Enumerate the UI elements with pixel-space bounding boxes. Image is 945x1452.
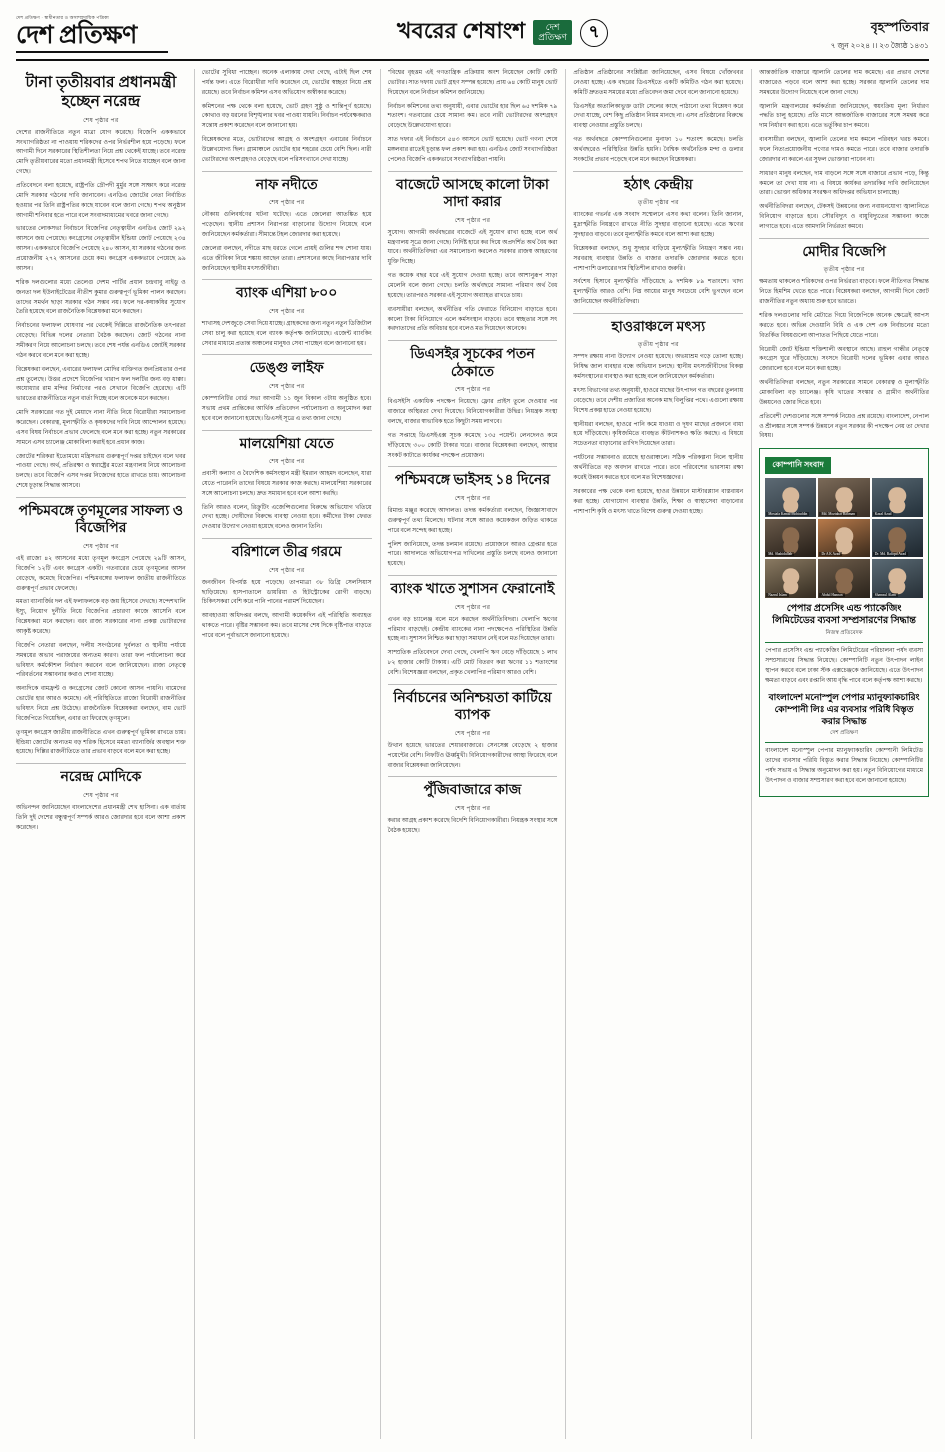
participant-tile xyxy=(765,559,816,597)
article-paragraph: দেশের রাজনীতিতে নতুন মাত্রা যোগ করেছে। বিজেপি এককভাবে সংখ্যাগরিষ্ঠতা না পাওয়ায় শরিকদের ওপর নির্ভরশীল হয়ে পড়েছে। ফলে আগামী দিনে সরকারের স্থিতিশীলতা নিয়ে প্রশ্ন থেকেই যাচ্ছে। তবে নরেন্দ্র মোদি তৃতীয়বারের মতো প্রধানমন্ত্রী হিসেবে শপথ নিতে যাচ্ছেন বলে জানা গেছে। xyxy=(16,129,186,176)
byline: শেষ পৃষ্ঠার পর xyxy=(454,216,491,224)
article-paragraph: সাম্প্রতিক প্রতিবেদনে দেখা গেছে, খেলাপি ঋণ বেড়ে দাঁড়িয়েছে ১ লাখ ৮২ হাজার কোটি টাকায়। এটি মোট বিতরণ করা ঋণের ১১ শতাংশের বেশি। বিশেষজ্ঞরা বলছেন, প্রকৃত খেলাপির পরিমাণ আরও বেশি। xyxy=(387,650,558,676)
article-paragraph: নির্বাচনের ফলাফল ঘোষণার পর থেকেই দিল্লিতে রাজনৈতিক তৎপরতা বেড়েছে। বিভিন্ন দলের নেতারা বৈঠক করছেন। জোট গঠনের নানা সমীকরণ নিয়ে আলোচনা চলছে। তবে শেষ পর্যন্ত এনডিএ জোটই সরকার গঠন করবে বলে মনে করা হচ্ছে। xyxy=(16,323,186,359)
byline: শেষ পৃষ্ঠার পর xyxy=(454,603,491,611)
headline-election-uncertainty: নির্বাচনের অনিশ্চয়তা কাটিয়ে ব্যাপক xyxy=(393,690,552,724)
article-paragraph: প্রতিবেদনে বলা হয়েছে, রাষ্ট্রপতি দ্রৌপদী মুর্মুর সঙ্গে সাক্ষাৎ করে নরেন্দ্র মোদি সরকার গঠনের দাবি জানাবেন। এনডিএ জোটের নেতা নির্বাচিত হওয়ার পর তিনি রাষ্ট্রপতির কাছে যাবেন বলে জানা গেছে। শপথ অনুষ্ঠান আগামী শনিবার হতে পারে বলে সংবাদমাধ্যমের খবরে জানা গেছে। xyxy=(16,183,186,219)
divider xyxy=(16,497,186,498)
article-paragraph: প্রবাসী কল্যাণ ও বৈদেশিক কর্মসংস্থান মন্ত্রী ইমরান আহমদ বলেছেন, যারা যেতে পারেননি তাদের বিষয়ে সরকার কাজ করছে। মালয়েশিয়া সরকারের সঙ্গে আলোচনা চলছে। দ্রুত সমাধান হবে বলে আশা করছি। xyxy=(201,471,372,497)
avatar xyxy=(835,528,852,545)
article-paragraph: মৎস্য বিভাগের তথ্য অনুযায়ী, হাওরে মাছের উৎপাদন গত বছরের তুলনায় বেড়েছে। তবে দেশীয় প্রজাতির অনেক মাছ বিলুপ্তির পথে। এগুলো রক্ষায় বিশেষ প্রকল্প হাতে নেওয়া হয়েছে। xyxy=(573,388,744,414)
article-paragraph: অন্যদিকে বামফ্রন্ট ও কংগ্রেসের জোট কোনো আসন পায়নি। বামেদের ভোটের হার আরও কমেছে। এই পরিস্থিতিতে রাজ্যে বিরোধী রাজনীতির ভবিষ্যৎ নিয়ে প্রশ্ন উঠেছে। রাজনৈতিক বিশ্লেষকরা বলছেন, বাম ভোট বিজেপিতে গিয়েছিল, এবার তা ফিরেছে তৃণমূলে। xyxy=(16,686,186,722)
participant-tile xyxy=(818,559,869,597)
column-3 xyxy=(380,69,558,1439)
byline: শেষ পৃষ্ঠার পর xyxy=(83,542,119,550)
avatar xyxy=(889,487,906,504)
byline: শেষ পৃষ্ঠার পর xyxy=(268,382,305,390)
masthead xyxy=(16,14,929,61)
byline: শেষ পৃষ্ঠার পর xyxy=(268,566,305,574)
headline-westbengal-remand: পশ্চিমবঙ্গে ভাইসহ ১৪ দিনের xyxy=(394,473,551,489)
headline-modi-bjp: মোদীর বিজেপি xyxy=(802,244,886,260)
article-paragraph: রিমান্ড মঞ্জুর করেছে আদালত। তদন্ত কর্মকর্তারা বলছেন, জিজ্ঞাসাবাদে গুরুত্বপূর্ণ তথ্য মিলেছে। ঘটনার সঙ্গে আরও কয়েকজন জড়িত থাকতে পারে বলে সন্দেহ করা হচ্ছে। xyxy=(387,507,558,534)
column-1 xyxy=(16,69,186,1439)
headline-bank-asia: ব্যাংক এশিয়া ৮০০ xyxy=(236,286,338,302)
article-paragraph: আন্তর্জাতিক বাজারে জ্বালানি তেলের দাম কমেছে। এর প্রভাব দেশের বাজারেও পড়বে বলে আশা করা হচ্ছে। সরকার জ্বালানি তেলের দাম সমন্বয়ের উদ্যোগ নিয়েছে বলে জানা গেছে। xyxy=(759,70,929,96)
participant-name: Dr. Md. Rafiqul Azad xyxy=(874,552,906,557)
article-paragraph: জনজীবন বিপর্যস্ত হয়ে পড়েছে। তাপমাত্রা ৩৮ ডিগ্রি সেলসিয়াস ছাড়িয়েছে। হাসপাতালে ডায়রিয়া ও হিটস্ট্রোকের রোগী বাড়ছে। চিকিৎসকরা বেশি করে পানি পানের পরামর্শ দিয়েছেন। xyxy=(201,579,372,606)
divider xyxy=(573,313,743,314)
divider xyxy=(388,575,558,576)
avatar xyxy=(782,528,799,545)
article-paragraph: গত সপ্তাহে ডিএসইএক্স সূচক কমেছে ১৩৫ পয়েন্ট। লেনদেনও কমে দাঁড়িয়েছে ৩০০ কোটি টাকার ঘরে। বাজার বিশ্লেষকরা বলছেন, আস্থার সংকট কাটাতে কার্যকর পদক্ষেপ প্রয়োজন। xyxy=(387,432,558,459)
headline-bank-governance: ব্যাংক খাতে সুশাসন ফেরানোই xyxy=(390,582,555,598)
divider xyxy=(388,340,558,341)
divider xyxy=(765,742,923,743)
byline: শেষ পৃষ্ঠার পর xyxy=(454,729,491,737)
byline: তৃতীয় পৃষ্ঠার পর xyxy=(637,199,679,207)
section-title: খবরের শেষাংশ xyxy=(397,18,526,43)
divider xyxy=(202,430,372,431)
article-paragraph: বিজেপি নেতারা বলছেন, দলীয় সংগঠনের দুর্বলতা ও স্থানীয় পর্যায়ে সমন্বয়ের অভাব পরাজয়ের অন্যতম কারণ। তারা ফল পর্যালোচনা করে ভবিষ্যৎ কর্মকৌশল নির্ধারণ করবেন বলে জানিয়েছেন। রাজ্য নেতৃত্বে পরিবর্তনের সম্ভাবনার কথাও শোনা যাচ্ছে। xyxy=(16,642,186,679)
headline-barisal-heat: বরিশালে তীব্র গরমে xyxy=(231,545,342,561)
article-paragraph: পুলিশ জানিয়েছে, তদন্ত চলমান রয়েছে। প্রয়োজনে আরও গ্রেপ্তার হতে পারে। আদালতে অভিযোগপত্র দাখিলের প্রস্তুতি চলছে বলেও জানানো হয়েছে। xyxy=(387,541,558,568)
article-paragraph: গত কয়েক বছর ধরে এই সুযোগ দেওয়া হচ্ছে। তবে আশানুরূপ সাড়া মেলেনি বলে জানা গেছে। চলতি অর্থবছরে সামান্য পরিমাণ অর্থ বৈধ হয়েছে। তারপরও সরকার এই সুযোগ অব্যাহত রাখতে চায়। xyxy=(387,273,558,299)
article-paragraph: সর্বশেষ হিসাবে মূল্যস্ফীতি দাঁড়িয়েছে ৯ দশমিক ৮৯ শতাংশে। খাদ্য মূল্যস্ফীতি আরও বেশি। নিম্ন আয়ের মানুষ সবচেয়ে বেশি ভুগছেন বলে জানিয়েছেন অর্থনীতিবিদরা। xyxy=(573,279,744,306)
article-paragraph: কমিশনের পক্ষ থেকে বলা হয়েছে, ভোট গ্রহণ সুষ্ঠু ও শান্তিপূর্ণ হয়েছে। কোথাও বড় ধরনের বিশৃঙ্খলার খবর পাওয়া যায়নি। নির্বাচন পর্যবেক্ষকরাও সন্তোষ প্রকাশ করেছেন বলে জানানো হয়। xyxy=(201,103,372,130)
participant-name: Nazrul Islam xyxy=(768,592,787,597)
article-paragraph: জোটের শরিকরা ইতোমধ্যে মন্ত্রিসভায় গুরুত্বপূর্ণ দপ্তর চাইছেন বলে খবর পাওয়া গেছে। অর্থ, প্রতিরক্ষা ও স্বরাষ্ট্রের মতো মন্ত্রণালয় নিয়ে আলোচনা চলছে। তবে বিজেপি এসব দপ্তর নিজেদের হাতে রাখতে চায়। আলোচনা শেষে চূড়ান্ত সিদ্ধান্ত আসবে। xyxy=(16,453,186,490)
logo-underline xyxy=(16,51,168,53)
article-paragraph: উত্থান হয়েছে ভারতের শেয়ারবাজারে। সেনসেক্স বেড়েছে ২ হাজার পয়েন্টের বেশি। নিফটিও ঊর্ধ্বমুখী। বিনিয়োগকারীদের আস্থা ফিরেছে বলে বাজার বিশ্লেষকরা জানিয়েছেন। xyxy=(387,742,558,769)
participant-tile xyxy=(818,478,869,516)
company-news-box xyxy=(759,448,929,796)
byline: তৃতীয় পৃষ্ঠার পর xyxy=(637,341,679,349)
participant-tile xyxy=(818,519,869,557)
article-paragraph: স্থানীয়রা বলছেন, হাওরে পানি কমে যাওয়া ও দূষণ মাছের প্রজননে বাধা হয়ে দাঁড়িয়েছে। কৃষিজমিতে ব্যবহৃত কীটনাশকও ক্ষতি করছে। এ বিষয়ে সচেতনতা বাড়ানোর তাগিদ দিয়েছেন তারা। xyxy=(573,421,744,448)
article-paragraph: শাখাসহ দেশজুড়ে সেবা দিয়ে যাচ্ছে। গ্রাহকদের জন্য নতুন নতুন ডিজিটাল সেবা চালু করা হয়েছে বলে ব্যাংক কর্তৃপক্ষ জানিয়েছে। এজেন্ট ব্যাংকিং সেবার মাধ্যমে প্রত্যন্ত অঞ্চলের মানুষও সেবা পাচ্ছেন বলে জানানো হয়। xyxy=(201,320,372,347)
participant-name: Dr A K Azad xyxy=(821,552,841,557)
date-block xyxy=(749,19,929,53)
company-byline-1: নিজস্ব প্রতিবেদক xyxy=(825,630,863,637)
company-headline-2: বাংলাদেশ মনোস্পুল পেপার ম্যানুফ্যাকচারিং কোম্পানী লিঃ এর ব্যবসার পরিধি বিস্তৃত করার সিদ্ধান্ত xyxy=(768,691,920,726)
divider xyxy=(202,538,372,539)
logo-kicker: দেশ প্রতিক্ষণ · স্বাধীনতার ও অসাম্প্রদায়িক পত্রিকা xyxy=(16,15,109,20)
section-badge xyxy=(533,20,572,45)
divider xyxy=(202,171,372,172)
participant-name: Shamsul Alam xyxy=(874,592,896,597)
article-paragraph: ব্যবসায়ীরা বলছেন, অর্থনীতির গতি ফেরাতে বিনিয়োগ বাড়াতে হবে। কালো টাকা বিনিয়োগে এলে কর্মসংস্থান বাড়বে। তবে স্বচ্ছতার সঙ্গে সৎ করদাতাদের প্রতি অবিচার হবে বলেও মত দিয়েছেন অনেকে। xyxy=(387,306,558,333)
article-paragraph: সরকারের পক্ষ থেকে বলা হয়েছে, হাওর উন্নয়নে মাস্টারপ্ল্যান বাস্তবায়ন করা হচ্ছে। যোগাযোগ ব্যবস্থার উন্নতি, শিক্ষা ও স্বাস্থ্যসেবা বাড়ানোর পাশাপাশি কৃষি ও মৎস্য খাতে বিশেষ গুরুত্ব দেওয়া হচ্ছে। xyxy=(573,488,744,515)
headline-black-money: বাজেটে আসছে কালো টাকা সাদা করার xyxy=(396,177,549,211)
byline: শেষ পৃষ্ঠার পর xyxy=(83,116,119,124)
article-paragraph: কোম্পানিটির বোর্ড সভা আগামী ১১ জুন বিকাল ৩টায় অনুষ্ঠিত হবে। সভায় প্রথম প্রান্তিকের আর্থিক প্রতিবেদন পর্যালোচনা ও অনুমোদন করা হবে বলে জানানো হয়েছে। ডিএসই সূত্রে এ তথ্য জানা গেছে। xyxy=(201,395,372,422)
article-paragraph: করার আগ্রহ প্রকাশ করেছে বিদেশি বিনিয়োগকারীরা। নিয়ন্ত্রক সংস্থার সঙ্গে বৈঠক হয়েছে। xyxy=(387,817,558,834)
headline-dse-index: ডিএসইর সূচকের পতন ঠেকাতে xyxy=(410,347,535,380)
participant-tile xyxy=(872,478,923,516)
participant-tile xyxy=(765,478,816,516)
article-paragraph: সাধারণ মানুষ বলছেন, দাম বাড়লে সঙ্গে সঙ্গে বাজারে প্রভাব পড়ে, কিন্তু কমলে তা দেখা যায় না। এ বিষয়ে কার্যকর তদারকির দাবি জানিয়েছেন তারা। ভোক্তা অধিকার সংরক্ষণ অধিদপ্তর অভিযান চালাচ্ছে। xyxy=(759,170,929,197)
avatar xyxy=(835,568,852,585)
badge-line-2: প্রতিক্ষণ xyxy=(538,31,567,42)
article-paragraph: ব্যবসায়ীরা বলছেন, জ্বালানি তেলের দাম কমলে পরিবহন খরচ কমবে। ফলে নিত্যপ্রয়োজনীয় পণ্যের দামও কমতে পারে। তবে বাজার তদারকি জোরদার না করলে এর সুফল ভোক্তারা পাবেন না। xyxy=(759,137,929,163)
byline: শেষ পৃষ্ঠার পর xyxy=(83,791,119,799)
column-5 xyxy=(751,69,929,1439)
article-paragraph: ভারতের লোকসভা নির্বাচনে বিজেপির নেতৃত্বাধীন এনডিএ জোট ২৯২ আসনে জয় পেয়েছে। কংগ্রেসের নেতৃত্বাধীন ইন্ডিয়া জোট পেয়েছে ২৩৪ আসন। এককভাবে বিজেপি পেয়েছে ২৪০ আসন, যা সরকার গঠনের জন্য প্রয়োজনীয় ২৭২ আসনের চেয়ে কম। কংগ্রেস এককভাবে পেয়েছে ৯৯ আসন। xyxy=(16,226,186,272)
headline-naf-river: নাফ নদীতে xyxy=(255,177,318,193)
divider xyxy=(388,171,558,172)
avatar xyxy=(782,568,799,585)
divider xyxy=(388,684,558,685)
article-paragraph: অর্থনীতিবিদরা বলছেন, টেকসই উন্নয়নের জন্য নবায়নযোগ্য জ্বালানিতে বিনিয়োগ বাড়াতে হবে। সৌরবিদ্যুৎ ও বায়ুবিদ্যুতের সম্ভাবনা কাজে লাগাতে হবে। এতে আমদানি নির্ভরতা কমবে। xyxy=(759,204,929,231)
byline: শেষ পৃষ্ঠার পর xyxy=(268,307,305,315)
article-paragraph: অভিনন্দন জানিয়েছেন বাংলাদেশের প্রধানমন্ত্রী শেখ হাসিনা। এক বার্তায় তিনি দুই দেশের বন্ধুত্বপূর্ণ সম্পর্ক আরও জোরদার হবে বলে আশা প্রকাশ করেছেন। xyxy=(16,804,186,831)
date-full: ৭ জুন ২০২৪ ।। ২৩ জ্যৈষ্ঠ ১৪৩১ xyxy=(830,41,929,50)
headline-capital-market: পুঁজিবাজারে কাজ xyxy=(423,783,522,799)
divider xyxy=(16,763,186,764)
article-columns xyxy=(16,69,929,1439)
article-paragraph: এখন বড় চ্যালেঞ্জ বলে মনে করছেন অর্থনীতিবিদরা। খেলাপি ঋণের পরিমাণ বাড়ছেই। কেন্দ্রীয় ব্যাংকের নানা পদক্ষেপেও পরিস্থিতির উন্নতি হচ্ছে না। সুশাসন নিশ্চিত করা ছাড়া সমাধান নেই বলে মত দিয়েছেন তারা। xyxy=(387,616,558,643)
article-paragraph: সাত দফার এই নির্বাচনে ৫৪৩ আসনে ভোট হয়েছে। ভোট গণনা শেষে মঙ্গলবার রাতেই চূড়ান্ত ফল প্রকাশ করা হয়। এনডিএ জোট সংখ্যাগরিষ্ঠতা পেলেও বিজেপি এককভাবে সংখ্যাগরিষ্ঠতা পায়নি। xyxy=(387,137,558,163)
article-paragraph: বিএসইসি একাধিক পদক্ষেপ নিয়েছে। ফ্লোর প্রাইস তুলে দেওয়ার পর বাজারে অস্থিরতা দেখা দিয়েছে। বিনিয়োগকারীরা উদ্বিগ্ন। নিয়ন্ত্রক সংস্থা বলছে, বাজার স্বাভাবিক হতে কিছুটা সময় লাগবে। xyxy=(387,399,558,426)
page-number: ৭ xyxy=(580,19,608,47)
section-header xyxy=(397,14,608,53)
badge-line-1: দেশ xyxy=(545,22,560,33)
avatar xyxy=(835,487,852,504)
article-paragraph: ডিএসইর অতালিকাভুক্ত ডাটা সেলের কাছে পাঠানো তথ্য বিশ্লেষণ করে দেখা যাচ্ছে, বেশ কিছু প্রতিষ্ঠান নিয়ম মানছে না। এসব প্রতিষ্ঠানের বিরুদ্ধে ব্যবস্থা নেওয়ার প্রস্তুতি চলছে। xyxy=(573,103,744,130)
article-paragraph: শরিক দলগুলোর মধ্যে তেলেগু দেশম পার্টির প্রধান চন্দ্রবাবু নাইডু ও জনতা দল ইউনাইটেডের নীতীশ কুমার গুরুত্বপূর্ণ ভূমিকা পালন করছেন। তাদের সমর্থন ছাড়া সরকার গঠন সম্ভব নয়। ফলে দর-কষাকষির সুযোগ তৈরি হয়েছে বলে রাজনৈতিক বিশ্লেষকরা মনে করছেন। xyxy=(16,279,186,316)
logo-title: দেশ প্রতিক্ষণ xyxy=(16,22,137,49)
photo-grid xyxy=(765,478,923,597)
article-paragraph: মোদি সরকারের গত দুই মেয়াদে নানা নীতি নিয়ে বিরোধীরা সমালোচনা করেছেন। বেকারত্ব, মূল্যস্ফীতি ও কৃষকদের দাবি নিয়ে আন্দোলন হয়েছে। এসব বিষয় নির্বাচনে প্রভাব ফেলেছে বলে মনে করা হচ্ছে। নতুন সরকারের সামনে এসব চ্যালেঞ্জ মোকাবিলা করাই হবে প্রধান কাজ। xyxy=(16,410,186,446)
headline-modi-congrats: নরেন্দ্র মোদিকে xyxy=(60,770,142,786)
participant-name: Mostafa Kamal Mohiuddin xyxy=(768,511,808,516)
avatar xyxy=(782,487,799,504)
article-paragraph: "বিশ্বের বৃহত্তম এই গণতান্ত্রিক প্রক্রিয়ায় অংশ নিয়েছেন কোটি কোটি ভোটার। সাত দফায় ভোট গ্রহণ সম্পন্ন হয়েছে। প্রায় ৬৪ কোটি মানুষ ভোট দিয়েছেন বলে নির্বাচন কমিশন জানিয়েছে। xyxy=(387,70,558,96)
article-paragraph: তৃণমূল কংগ্রেস জাতীয় রাজনীতিতে এখন গুরুত্বপূর্ণ ভূমিকা রাখতে চায়। ইন্ডিয়া জোটের অন্যতম বড় শরিক হিসেবে মমতা ব্যানার্জির অবস্থান শক্ত হয়েছে। দিল্লির রাজনীতিতে তার প্রভাব বাড়বে বলে মনে করা হচ্ছে। xyxy=(16,729,186,756)
participant-tile xyxy=(872,559,923,597)
headline-haor-fisheries: হাওরাঞ্চলে মৎস্য xyxy=(611,319,706,335)
headline-modi-pm: টানা তৃতীয়বার প্রধানমন্ত্রী হচ্ছেন নরেন্দ্র xyxy=(25,74,177,111)
article-paragraph: এই রাজ্যে ৪২ আসনের মধ্যে তৃণমূল কংগ্রেস পেয়েছে ২৯টি আসন, বিজেপি ১২টি এবং কংগ্রেস একটি। গতবারের চেয়ে তৃণমূলের আসন বেড়েছে, কমেছে বিজেপির। পশ্চিমবঙ্গের ফলাফল জাতীয় রাজনীতিতে গুরুত্বপূর্ণ প্রভাব ফেলেছে। xyxy=(16,555,186,592)
article-paragraph: ভোটের সুবিধা পাচ্ছেন। অনেক এলাকায় দেখা গেছে, এটাই ছিল শেষ পর্যন্ত ফল। এতে বিরোধীরা দাবি করেছেন যে, ভোটের স্বচ্ছতা নিয়ে প্রশ্ন রয়েছে। তবে নির্বাচন কমিশন এসব অভিযোগ অস্বীকার করেছে। xyxy=(201,70,372,96)
article-paragraph: বিরোধী জোট ইন্ডিয়া শক্তিশালী অবস্থানে আছে। রাহুল গান্ধীর নেতৃত্বে কংগ্রেস ঘুরে দাঁড়িয়েছে। সংসদে বিরোধী দলের ভূমিকা এবার আরও জোরালো হবে বলে মনে করা হচ্ছে। xyxy=(759,346,929,373)
company-byline-2: দেশ প্রতিক্ষণ xyxy=(830,730,858,737)
byline: শেষ পৃষ্ঠার পর xyxy=(454,494,491,502)
divider xyxy=(759,238,929,239)
headline-dengue-life: ডেঙ্গু লাইফ xyxy=(249,361,324,377)
participant-name: Kazal Azad xyxy=(874,511,892,516)
participant-tile xyxy=(872,519,923,557)
byline: শেষ পৃষ্ঠার পর xyxy=(268,199,305,207)
article-paragraph: অর্থনীতিবিদরা বলছেন, নতুন সরকারের সামনে বেকারত্ব ও মূল্যস্ফীতি মোকাবিলা বড় চ্যালেঞ্জ। কৃষি খাতের সংস্কার ও গ্রামীণ অর্থনীতির উন্নয়নেও জোর দিতে হবে। xyxy=(759,380,929,406)
article-paragraph: প্রতিষ্ঠান প্রতিষ্ঠানের সংশ্লিষ্টরা জানিয়েছেন, এসব বিষয়ে খোঁজখবর নেওয়া হচ্ছে। এক বছরের ডিএসইতে একটি কমিটিও গঠন করা হয়েছে। কমিটি দ্রুততম সময়ের মধ্যে প্রতিবেদন জমা দেবে বলে জানানো হয়েছে। xyxy=(573,70,744,96)
article-paragraph: বিশ্লেষকরা বলছেন, শুধু সুদহার বাড়িয়ে মূল্যস্ফীতি নিয়ন্ত্রণ সম্ভব নয়। সরবরাহ ব্যবস্থার উন্নতি ও বাজার তদারকি জোরদার করতে হবে। পাশাপাশি ডলারের দাম স্থিতিশীল রাখাও জরুরি। xyxy=(573,245,744,272)
article-paragraph: গত অর্থবছরে কোম্পানিগুলোর মুনাফা ১০ শতাংশ কমেছে। চলতি অর্থবছরেও পরিস্থিতির উন্নতি হয়নি। বৈশ্বিক অর্থনৈতিক মন্দা ও ডলার সংকটের প্রভাব পড়েছে বলে মনে করছেন বিশ্লেষকরা। xyxy=(573,137,744,163)
headline-westbengal-tmc: পশ্চিমবঙ্গে তৃণমূলের সাফল্য ও বিজেপির xyxy=(18,503,184,537)
divider xyxy=(202,354,372,355)
article-paragraph: ক্ষমতায় থাকলেও শরিকদের ওপর নির্ভরতা বাড়বে। ফলে নীতিগত সিদ্ধান্ত নিতে হিমশিম খেতে হতে পারে। বিশ্লেষকরা বলছেন, আগামী দিনে জোট রাজনীতির নতুন অধ্যায় শুরু হবে ভারতে। xyxy=(759,279,929,306)
participant-tile xyxy=(765,519,816,557)
byline: শেষ পৃষ্ঠার পর xyxy=(454,386,491,394)
company-headline-1: পেপার প্রসেসিং এন্ড প্যাকেজিং লিমিটেডের ব্যবসা সম্প্রসারণের সিদ্ধান্ত xyxy=(772,603,916,626)
article-paragraph: পর্যটনের সম্ভাবনাও রয়েছে হাওরাঞ্চলে। সঠিক পরিকল্পনা নিলে স্থানীয় অর্থনীতিতে বড় অবদান রাখতে পারে। তবে পরিবেশের ভারসাম্য রক্ষা করেই উন্নয়ন করতে হবে বলে মত বিশেষজ্ঞদের। xyxy=(573,455,744,481)
divider xyxy=(573,171,743,172)
divider xyxy=(388,776,558,777)
article-paragraph: প্রতিবেশী দেশগুলোর সঙ্গে সম্পর্ক নিয়েও প্রশ্ন রয়েছে। বাংলাদেশ, নেপাল ও শ্রীলঙ্কার সঙ্গে সম্পর্ক উন্নয়নে নতুন সরকার কী পদক্ষেপ নেয় তা দেখার বিষয়। xyxy=(759,413,929,440)
byline: শেষ পৃষ্ঠার পর xyxy=(268,458,305,466)
article-paragraph: ব্যাংকের গভর্নর এক সংবাদ সম্মেলনে এসব কথা বলেন। তিনি জানান, মুদ্রাস্ফীতি নিয়ন্ত্রণে রাখতে নীতি সুদহার বাড়ানো হয়েছে। এতে ঋণের সুদহারও বাড়বে। তবে মূল্যস্ফীতি কমবে বলে আশা করা হচ্ছে। xyxy=(573,212,744,238)
company-paragraph-2: বাংলাদেশ মনোস্পুল পেপার ম্যানুফ্যাকচারিং কোম্পানী লিমিটেড তাদের ব্যবসার পরিধি বিস্তৃত করার সিদ্ধান্ত নিয়েছে। কোম্পানিটির পর্ষদ সভায় এ সিদ্ধান্ত অনুমোদন করা হয়। নতুন বিনিয়োগের মাধ্যমে উৎপাদন ও বাজার সম্প্রসারণ করা হবে বলে জানানো হয়েছে। xyxy=(765,748,923,784)
article-paragraph: আবহাওয়া অধিদপ্তর বলছে, আগামী কয়েকদিন এই পরিস্থিতি অব্যাহত থাকতে পারে। বৃষ্টির সম্ভাবনা কম। তবে মাসের শেষ দিকে বৃষ্টিপাত বাড়তে পারে বলে পূর্বাভাসে জানানো হয়েছে। xyxy=(201,613,372,639)
article-paragraph: বিশ্লেষকরা বলছেন, এবারের ফলাফল মোদির ব্যক্তিগত জনপ্রিয়তার ওপর প্রশ্ন তুলেছে। উত্তর প্রদেশে বিজেপির খারাপ ফল দলটির জন্য বড় ধাক্কা। অযোধ্যার রাম মন্দির নির্মাণের পরও সেখানে বিজেপি হেরেছে। এটি ভারতের রাজনীতিতে নতুন বার্তা দিচ্ছে বলে অনেকে মনে করছেন। xyxy=(16,366,186,403)
newspaper-logo xyxy=(16,15,256,53)
participant-name: Md. Shahidullah xyxy=(768,552,793,557)
byline: তৃতীয় পৃষ্ঠার পর xyxy=(823,266,865,274)
company-news-tag: কোম্পানি সংবাদ xyxy=(765,457,831,474)
headline-central-bank: হঠাৎ কেন্দ্রীয় xyxy=(623,177,693,193)
article-paragraph: নৌকায় গুলিবর্ষণের ঘটনা ঘটেছে। এতে জেলেরা আতঙ্কিত হয়ে পড়েছেন। স্থানীয় প্রশাসন নিরাপত্তা বাড়ানোর উদ্যোগ নিয়েছে বলে জানিয়েছেন কর্মকর্তারা। সীমান্তে টহল জোরদার করা হয়েছে। xyxy=(201,212,372,238)
headline-malaysia: মালয়েশিয়া যেতে xyxy=(239,436,334,452)
divider xyxy=(388,466,558,467)
article-paragraph: জ্বালানি মন্ত্রণালয়ের কর্মকর্তারা জানিয়েছেন, স্বয়ংক্রিয় মূল্য নির্ধারণ পদ্ধতি চালু হয়েছে। প্রতি মাসে আন্তর্জাতিক বাজারের সঙ্গে সমন্বয় করে দাম নির্ধারণ করা হবে। এতে ভর্তুকির চাপ কমবে। xyxy=(759,103,929,130)
article-paragraph: তিনি আরও বলেন, রিক্রুটিং এজেন্সিগুলোর বিরুদ্ধে অভিযোগ খতিয়ে দেখা হচ্ছে। দোষীদের বিরুদ্ধে ব্যবস্থা নেওয়া হবে। কর্মীদের টাকা ফেরত দেওয়ার উদ্যোগ নেওয়া হয়েছে বলেও জানান তিনি। xyxy=(201,504,372,531)
article-paragraph: শরিক দলগুলোর দাবি মেটাতে গিয়ে বিজেপিকে অনেক ক্ষেত্রেই আপস করতে হবে। অভিন্ন দেওয়ানি বিধি ও এক দেশ এক নির্বাচনের মতো বিতর্কিত বিষয়গুলো আপাতত পিছিয়ে যেতে পারে। xyxy=(759,312,929,339)
article-paragraph: সুযোগ। আগামী অর্থবছরের বাজেটে এই সুযোগ রাখা হচ্ছে বলে অর্থ মন্ত্রণালয় সূত্রে জানা গেছে। নির্দিষ্ট হারে কর দিয়ে অপ্রদর্শিত অর্থ বৈধ করা যাবে। অর্থনীতিবিদরা এর সমালোচনা করলেও সরকার রাজস্ব আহরণের যুক্তি দিচ্ছে। xyxy=(387,229,558,266)
article-paragraph: মমতা ব্যানার্জির দল এই ফলাফলকে বড় জয় হিসেবে দেখছে। সন্দেশখালি ইস্যু, নিয়োগ দুর্নীতি নিয়ে বিজেপির প্রচারণা কাজে আসেনি বলে বিশ্লেষকরা মনে করছেন। বরং রাজ্য সরকারের নানা প্রকল্প ভোটারদের আকৃষ্ট করেছে। xyxy=(16,599,186,635)
avatar xyxy=(889,568,906,585)
company-paragraph-1: পেপার প্রসেসিং এন্ড প্যাকেজিং লিমিটেডের পরিচালনা পর্ষদ ব্যবসা সম্প্রসারণের সিদ্ধান্ত নিয়েছে। কোম্পানিটি নতুন উৎপাদন লাইন স্থাপন করবে বলে ঢাকা স্টক এক্সচেঞ্জকে জানিয়েছে। এতে উৎপাদন ক্ষমতা বাড়বে এবং রপ্তানি আয় বৃদ্ধি পাবে বলে কর্তৃপক্ষ আশা করছে। xyxy=(765,648,923,684)
article-paragraph: নির্বাচন কমিশনের তথ্য অনুযায়ী, এবার ভোটের হার ছিল ৬৫ দশমিক ৭৯ শতাংশ। গতবারের চেয়ে সামান্য কম। তবে নারী ভোটারদের অংশগ্রহণ বেড়েছে উল্লেখযোগ্য হারে। xyxy=(387,103,558,130)
column-4 xyxy=(565,69,743,1439)
avatar xyxy=(889,528,906,545)
article-paragraph: জেলেরা বলছেন, নদীতে মাছ ধরতে গেলে প্রায়ই গুলির শব্দ শোনা যায়। এতে জীবিকা নিয়ে শঙ্কায় আছেন তারা। প্রশাসনের কাছে নিরাপত্তার দাবি জানিয়েছেন স্থানীয় মৎস্যজীবীরা। xyxy=(201,245,372,272)
column-2 xyxy=(194,69,372,1439)
date-weekday: বৃহস্পতিবার xyxy=(870,20,929,34)
participant-name: Abdul Hannan xyxy=(821,592,843,597)
divider xyxy=(202,279,372,280)
participant-name: Md. Moztabar Rahman xyxy=(821,511,855,516)
divider xyxy=(765,642,923,643)
byline: শেষ পৃষ্ঠার পর xyxy=(454,804,491,812)
article-paragraph: সম্পদ রক্ষায় নানা উদ্যোগ নেওয়া হয়েছে। অভয়াশ্রম গড়ে তোলা হচ্ছে। নিষিদ্ধ জাল ব্যবহার বন্ধে অভিযান চলছে। স্থানীয় মৎস্যজীবীদের বিকল্প কর্মসংস্থানের ব্যবস্থাও করা হচ্ছে বলে জানিয়েছেন কর্মকর্তারা। xyxy=(573,354,744,381)
article-paragraph: বিশ্লেষকদের মতে, ভোটারদের আগ্রহ ও অংশগ্রহণ এবারের নির্বাচনে উল্লেখযোগ্য ছিল। গ্রামাঞ্চলে ভোটের হার শহরের চেয়ে বেশি ছিল। নারী ভোটারদের অংশগ্রহণও বেড়েছে বলে পরিসংখ্যানে দেখা যাচ্ছে। xyxy=(201,137,372,163)
